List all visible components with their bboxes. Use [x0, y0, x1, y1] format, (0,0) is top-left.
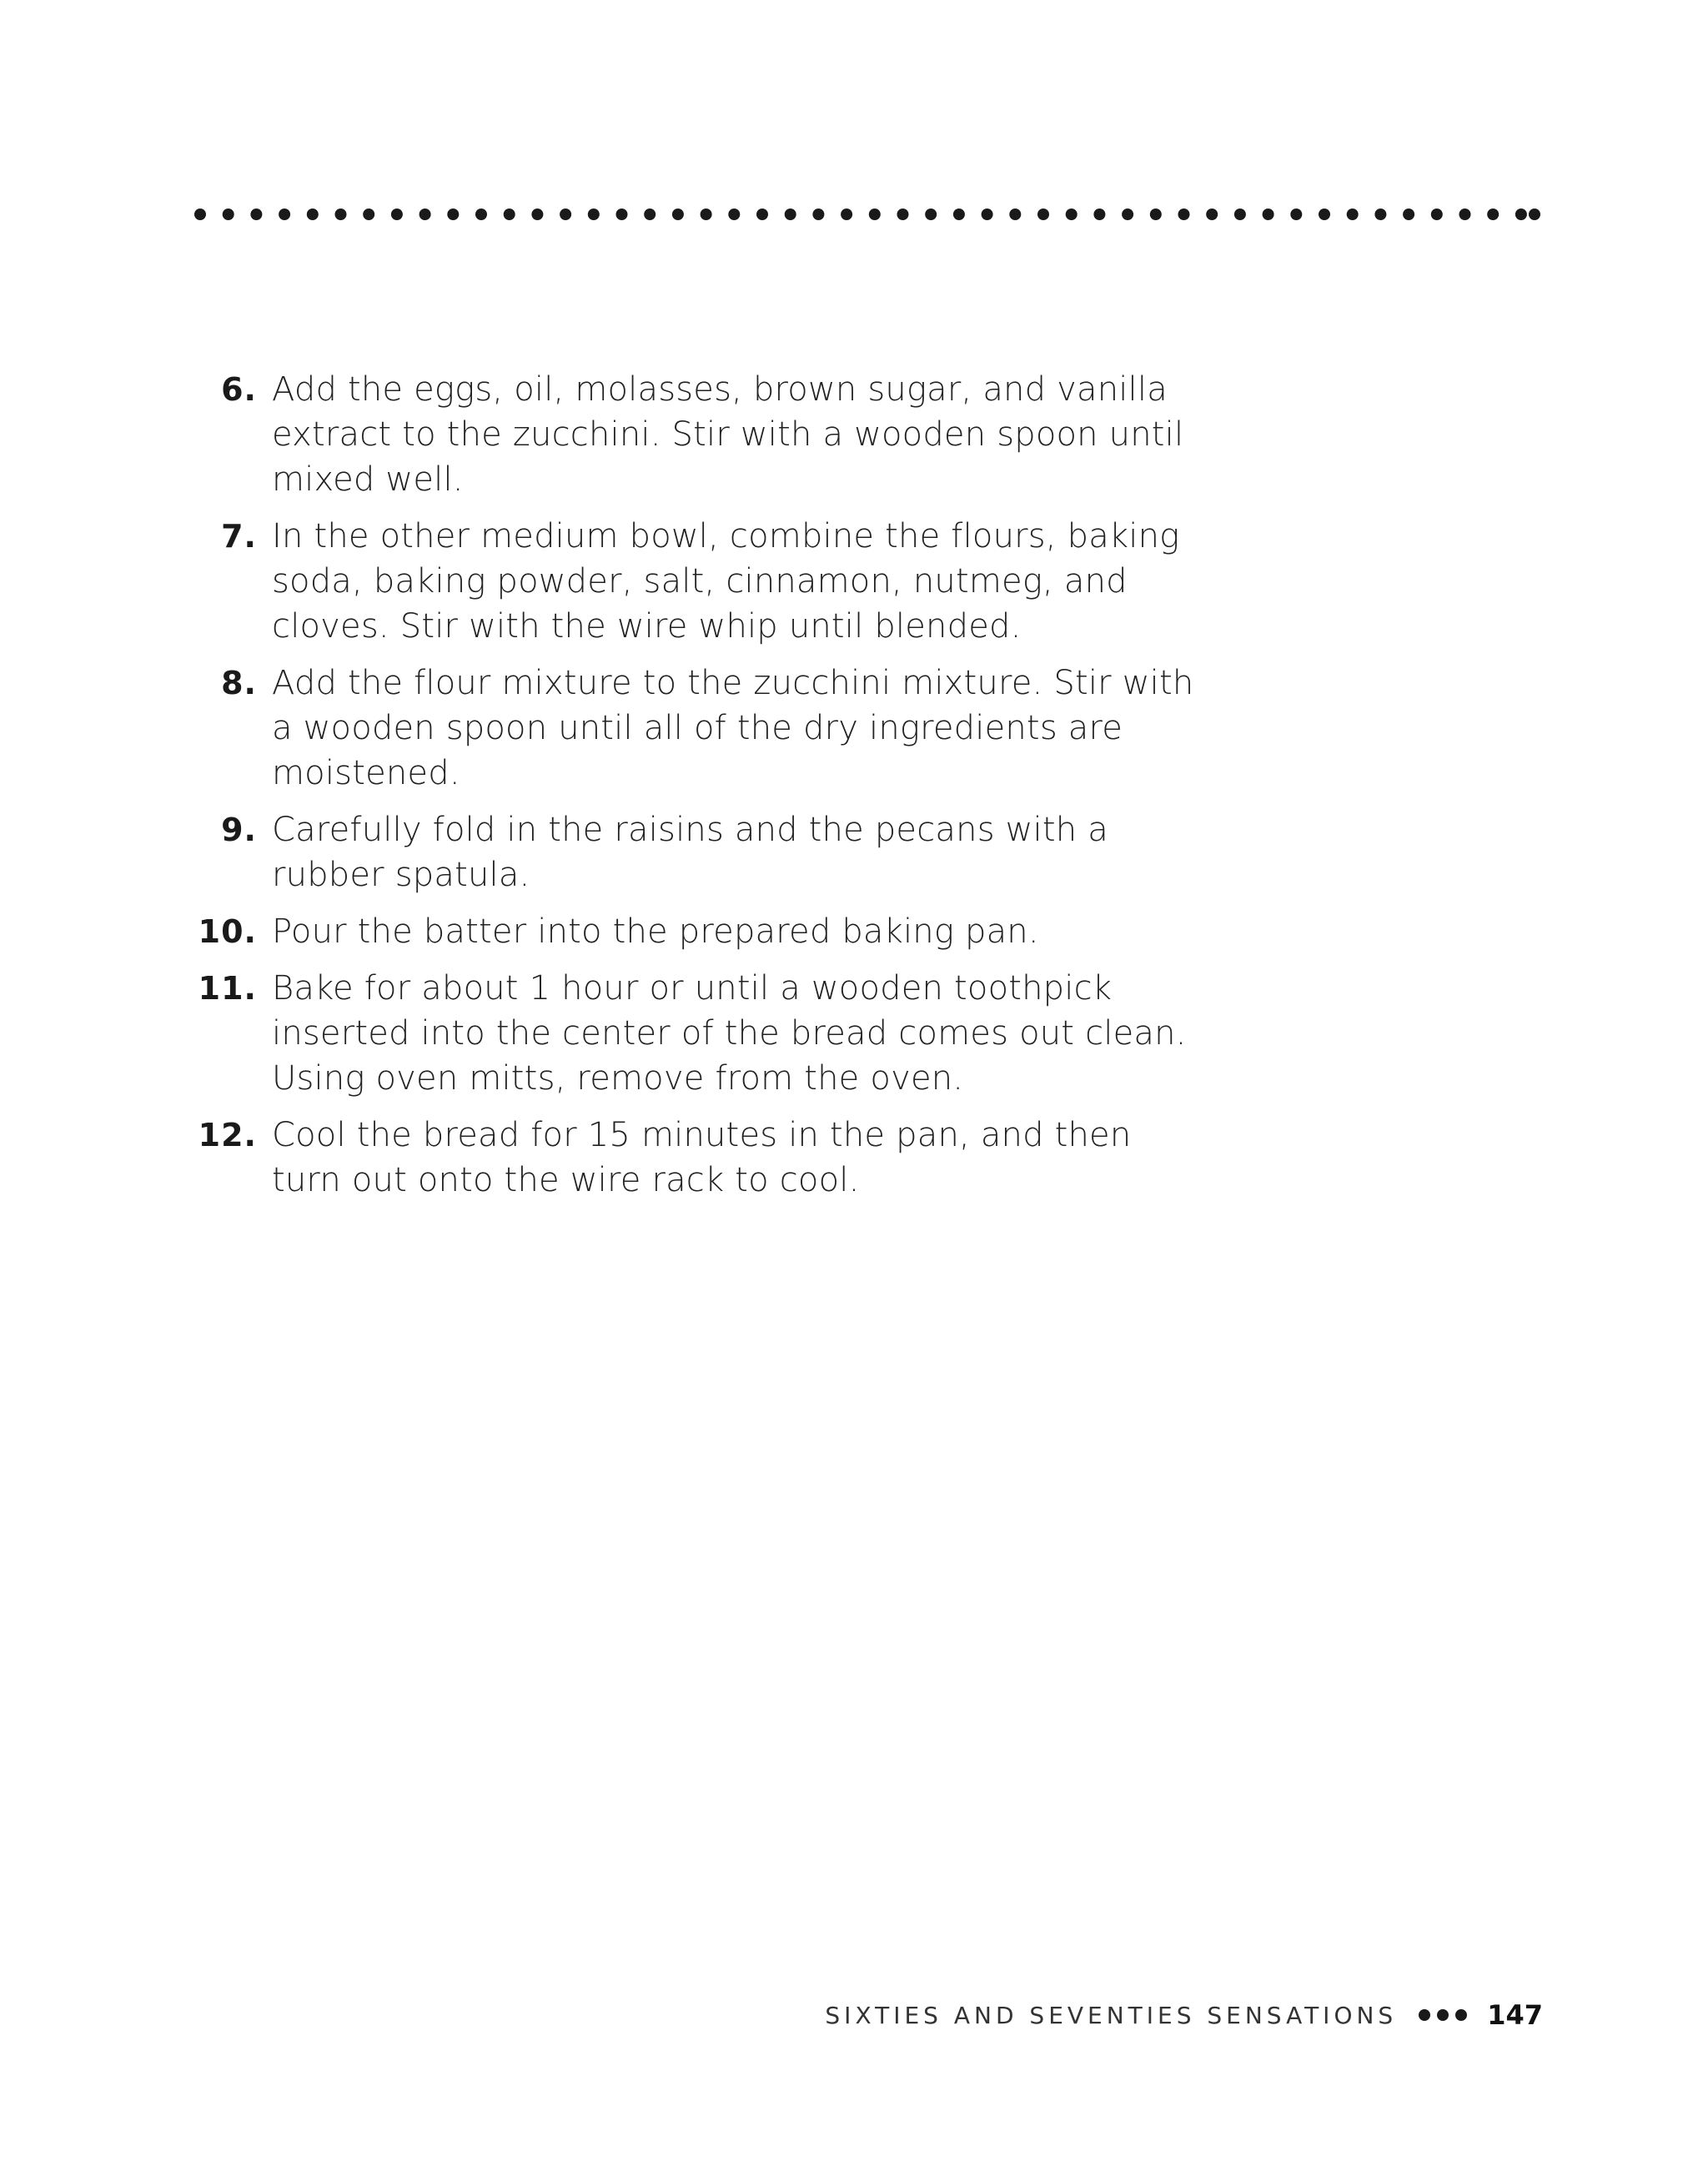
dot-icon	[1455, 2009, 1467, 2021]
rule-dot	[588, 209, 600, 220]
rule-dot	[1529, 209, 1540, 220]
rule-dot	[616, 209, 628, 220]
rule-dot	[531, 209, 543, 220]
rule-dot	[363, 209, 374, 220]
rule-dot	[756, 209, 768, 220]
rule-dot	[672, 209, 684, 220]
step-item	[175, 909, 1209, 954]
rule-dot	[1374, 209, 1386, 220]
rule-dot	[1431, 209, 1443, 220]
footer-dots-ornament	[1415, 2009, 1470, 2021]
step-text: Bake for about 1 hour or until a wooden toothpick inserted into the center of the bread comes out clean. Using oven mitts, remove from the oven.	[272, 969, 1187, 1098]
rule-dot	[1009, 209, 1021, 220]
rule-dot	[1206, 209, 1218, 220]
rule-dot	[335, 209, 347, 220]
step-item	[175, 367, 1209, 502]
step-number: 9.	[221, 812, 257, 848]
step-item	[175, 1113, 1209, 1203]
step-number: 10.	[198, 913, 257, 950]
step-text: Pour the batter into the prepared baking pan.	[272, 912, 1039, 951]
running-title: SIXTIES AND SEVENTIES SENSATIONS	[825, 2001, 1398, 2029]
step-item	[175, 807, 1209, 897]
rule-dot	[982, 209, 993, 220]
dot-icon	[1419, 2009, 1430, 2021]
rule-dot	[1178, 209, 1190, 220]
rule-dot	[194, 209, 206, 220]
step-text: Add the flour mixture to the zucchini mixture. Stir with a wooden spoon until all of the dry ingredients are moistened.	[272, 664, 1194, 792]
rule-dot	[1037, 209, 1049, 220]
rule-dot	[1093, 209, 1105, 220]
rule-dot	[223, 209, 234, 220]
rule-dot	[1403, 209, 1414, 220]
rule-dot	[307, 209, 319, 220]
rule-dot	[1319, 209, 1330, 220]
step-text: Cool the bread for 15 minutes in the pan, and then turn out onto the wire rack to cool.	[272, 1116, 1132, 1199]
rule-dot	[1347, 209, 1359, 220]
rule-dot	[560, 209, 571, 220]
rule-dot	[1290, 209, 1302, 220]
dotted-rule-divider	[193, 204, 1543, 224]
step-number: 12.	[198, 1117, 257, 1153]
dotted-rule-graphic	[193, 204, 1543, 224]
rule-dot	[1066, 209, 1078, 220]
rule-dot	[728, 209, 740, 220]
rule-dot	[1234, 209, 1246, 220]
recipe-steps-list	[175, 367, 1209, 1214]
rule-dot	[1515, 209, 1527, 220]
rule-dot	[419, 209, 431, 220]
rule-dot	[447, 209, 459, 220]
rule-dot	[953, 209, 965, 220]
step-text: In the other medium bowl, combine the flours, baking soda, baking powder, salt, cinnamon, nutmeg, and cloves. Stir with the wire whip until blended.	[272, 517, 1180, 646]
rule-dot	[279, 209, 290, 220]
rule-dot	[1487, 209, 1499, 220]
rule-dot	[869, 209, 881, 220]
step-item	[175, 661, 1209, 796]
rule-dot	[475, 209, 487, 220]
step-number: 11.	[198, 970, 257, 1007]
rule-dot	[1459, 209, 1471, 220]
page-number: 147	[1487, 1999, 1543, 2031]
step-text: Add the eggs, oil, molasses, brown sugar, and vanilla extract to the zucchini. Stir with a wooden spoon until mixed well.	[272, 370, 1184, 499]
dot-icon	[1437, 2009, 1449, 2021]
rule-dot	[812, 209, 824, 220]
page-footer	[825, 1998, 1543, 2032]
rule-dot	[644, 209, 656, 220]
rule-dot	[897, 209, 909, 220]
rule-dot	[1150, 209, 1162, 220]
rule-dot	[391, 209, 403, 220]
rule-dot	[841, 209, 852, 220]
rule-dot	[701, 209, 712, 220]
step-number: 6.	[221, 371, 257, 408]
step-number: 7.	[221, 518, 257, 555]
step-number: 8.	[221, 665, 257, 701]
rule-dot	[785, 209, 796, 220]
step-item	[175, 966, 1209, 1101]
rule-dot	[250, 209, 262, 220]
step-text: Carefully fold in the raisins and the pecans with a rubber spatula.	[272, 811, 1108, 894]
rule-dot	[1122, 209, 1133, 220]
rule-dot	[1263, 209, 1274, 220]
step-item	[175, 514, 1209, 649]
rule-dot	[925, 209, 937, 220]
rule-dot	[504, 209, 515, 220]
